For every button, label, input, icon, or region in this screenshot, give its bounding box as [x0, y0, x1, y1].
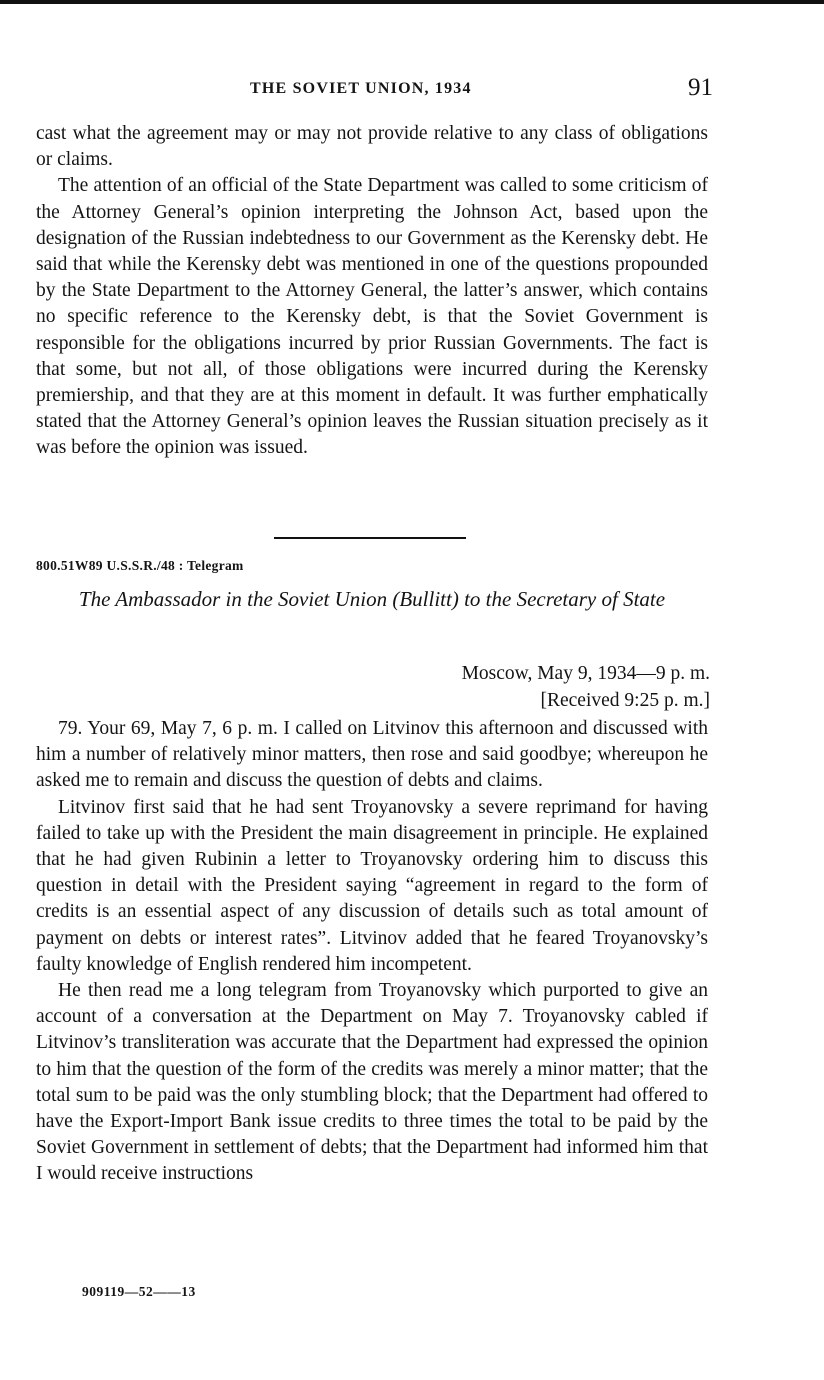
top-edge-rule: [0, 0, 824, 4]
page-number: 91: [688, 74, 713, 101]
paragraph: The attention of an official of the State Department was called to some criticism of the Attorney General’s opinion interpreting the Johnson Act, based upon the designation of the Russian indebtedness to our Government as the Kerensky debt. He said that while the Kerensky debt was mentioned in one of the questions propounded by the State Department to the Attorney General, the latter’s answer, which contains no specific reference to the Kerensky debt, is that the Soviet Government is responsible for the obligations incurred by prior Russian Governments. The fact is that some, but not all, of those obligations were incurred during the Kerensky premiership, and that they are at this moment in default. It was further emphatically stated that the Attorney General’s opinion leaves the Russian situation precisely as it was before the opinion was issued.: [36, 175, 708, 459]
section-divider: [274, 537, 466, 539]
received-note: [Received 9:25 p. m.]: [540, 690, 710, 711]
paragraph: He then read me a long telegram from Troyanovsky which purported to give an account of a conversation at the Department on May 7. Troyanovsky cabled if Litvinov’s transliteration was accurate that the Department had expressed the opinion to him that the question of the form of the credits was merely a minor matter; that the total sum to be paid was the only stumbling block; that the Department had offered to have the Export-Import Bank issue credits to three times the total to be paid by the Soviet Government in settlement of debts; that the Department had informed him that I would receive instructions: [36, 980, 708, 1185]
dateline: Moscow, May 9, 1934—9 p. m.: [461, 663, 710, 684]
printer-code: 909119—52——13: [82, 1284, 196, 1299]
telegram-body: [36, 716, 708, 1188]
dateline-block: [462, 660, 710, 714]
paragraph: 79. Your 69, May 7, 6 p. m. I called on Litvinov this afternoon and discussed with him a number of relatively minor matters, then rose and said goodbye; whereupon he asked me to remain and discuss the question of debts and claims.: [36, 718, 708, 792]
paragraph: cast what the agreement may or may not provide relative to any class of obligations or claims.: [36, 123, 708, 171]
paragraph: Litvinov first said that he had sent Troyanovsky a severe reprimand for having failed to take up with the President the main disagreement in principle. He explained that he had given Rubinin a letter to Troyanovsky ordering him to discuss this question in detail with the President saying “agreement in regard to the form of credits is an essential aspect of any discussion of details such as total amount of payment on debts or interest rates”. Litvinov added that he feared Troyanovsky’s faulty knowledge of English rendered him incompetent.: [36, 796, 708, 975]
running-title: THE SOVIET UNION, 1934: [250, 80, 472, 97]
memorandum-continuation: [36, 121, 708, 462]
document-title: The Ambassador in the Soviet Union (Bullitt) to the Secretary of State: [78, 587, 666, 611]
file-reference: 800.51W89 U.S.S.R./48 : Telegram: [36, 558, 244, 573]
running-head: [0, 74, 824, 108]
